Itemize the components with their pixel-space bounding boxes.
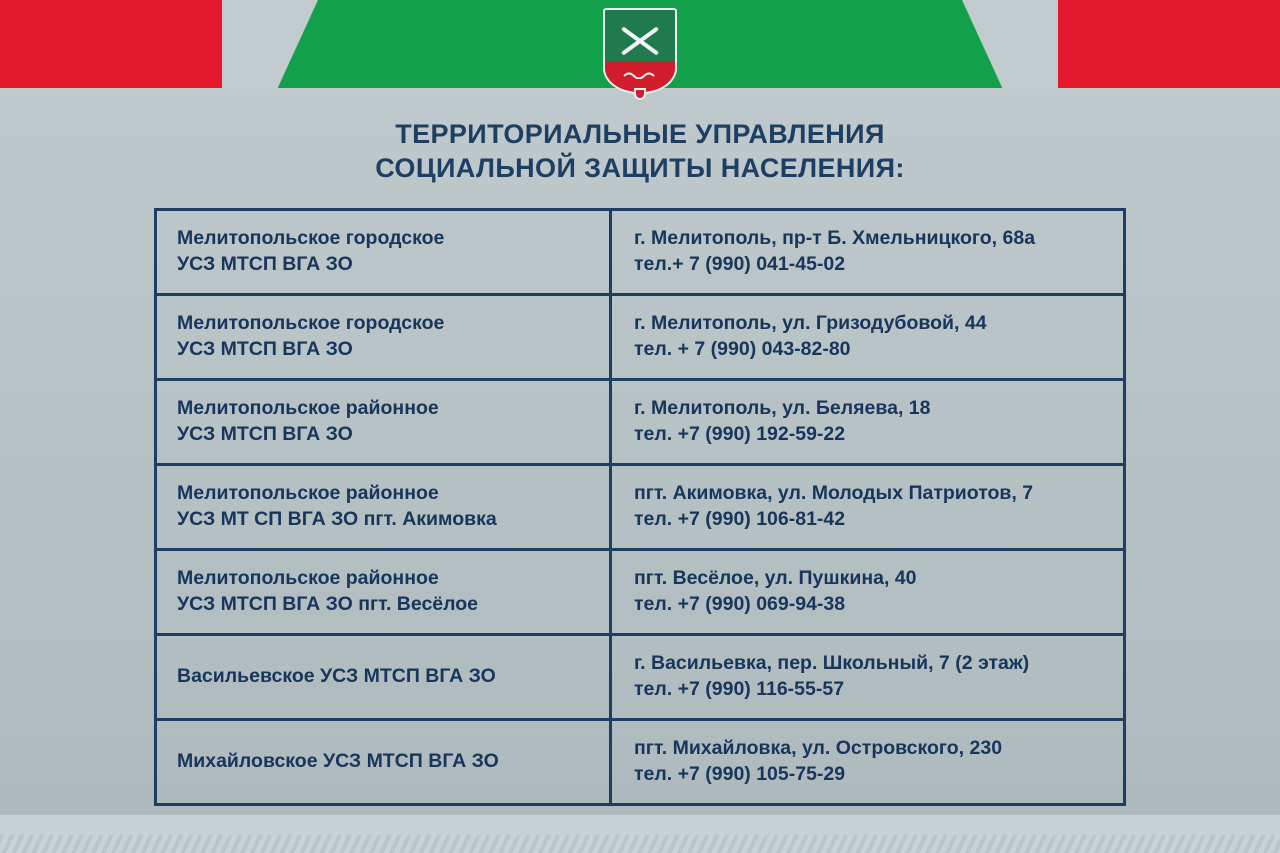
office-name-cell (157, 721, 612, 803)
table-row (157, 381, 1123, 466)
table-row (157, 721, 1123, 803)
office-phone-line: тел.+ 7 (990) 041-45-02 (634, 252, 846, 275)
office-address-cell (612, 636, 1123, 718)
office-phone-line: тел. + 7 (990) 043-82-80 (634, 337, 851, 360)
offices-table (154, 208, 1126, 806)
coat-shield (603, 8, 677, 94)
office-name-line-2: УСЗ МТ СП ВГА ЗО пгт. Акимовка (177, 507, 497, 530)
office-name-cell (157, 551, 612, 633)
office-name-line-2: УСЗ МТСП ВГА ЗО (177, 252, 353, 275)
crossed-swords-icon (618, 22, 662, 56)
office-phone-line: тел. +7 (990) 069-94-38 (634, 592, 846, 615)
office-name-line-2: УСЗ МТСП ВГА ЗО (177, 337, 353, 360)
office-address-cell (612, 211, 1123, 293)
office-name-line-1: Михайловское УСЗ МТСП ВГА ЗО (177, 749, 499, 772)
page-title-line-2: СОЦИАЛЬНОЙ ЗАЩИТЫ НАСЕЛЕНИЯ: (375, 152, 905, 183)
table-row (157, 636, 1123, 721)
office-address-cell (612, 551, 1123, 633)
office-address-cell (612, 721, 1123, 803)
office-address-line: г. Мелитополь, ул. Беляева, 18 (634, 396, 931, 419)
page-title (140, 118, 1140, 186)
office-address-line: г. Васильевка, пер. Школьный, 7 (2 этаж) (634, 651, 1030, 674)
office-name-line-1: Мелитопольское районное (177, 396, 439, 419)
office-name-cell (157, 466, 612, 548)
table-row (157, 296, 1123, 381)
office-phone-line: тел. +7 (990) 192-59-22 (634, 422, 846, 445)
coat-of-arms-icon (603, 8, 677, 94)
table-row (157, 211, 1123, 296)
office-address-cell (612, 381, 1123, 463)
office-address-cell (612, 466, 1123, 548)
office-name-line-1: Мелитопольское городское (177, 311, 445, 334)
table-row (157, 551, 1123, 636)
office-name-cell (157, 296, 612, 378)
office-address-cell (612, 296, 1123, 378)
office-address-line: г. Мелитополь, ул. Гризодубовой, 44 (634, 311, 987, 334)
office-name-cell (157, 381, 612, 463)
office-name-cell (157, 636, 612, 718)
table-row (157, 466, 1123, 551)
wave-icon (623, 71, 657, 79)
office-address-line: пгт. Михайловка, ул. Островского, 230 (634, 736, 1003, 759)
office-name-line-2: УСЗ МТСП ВГА ЗО пгт. Весёлое (177, 592, 479, 615)
office-address-line: пгт. Весёлое, ул. Пушкина, 40 (634, 566, 917, 589)
office-name-line-2: УСЗ МТСП ВГА ЗО (177, 422, 353, 445)
office-address-line: пгт. Акимовка, ул. Молодых Патриотов, 7 (634, 481, 1034, 504)
bottom-hatch-pattern (0, 835, 1280, 853)
office-name-line-1: Мелитопольское районное (177, 566, 439, 589)
office-name-line-1: Васильевское УСЗ МТСП ВГА ЗО (177, 664, 496, 687)
office-phone-line: тел. +7 (990) 116-55-57 (634, 677, 845, 700)
bottom-decorative-strip (0, 815, 1280, 853)
office-name-cell (157, 211, 612, 293)
coat-shield-tip (634, 88, 646, 100)
office-name-line-1: Мелитопольское городское (177, 226, 445, 249)
office-phone-line: тел. +7 (990) 106-81-42 (634, 507, 846, 530)
office-phone-line: тел. +7 (990) 105-75-29 (634, 762, 846, 785)
page-title-line-1: ТЕРРИТОРИАЛЬНЫЕ УПРАВЛЕНИЯ (395, 119, 885, 149)
office-address-line: г. Мелитополь, пр-т Б. Хмельницкого, 68а (634, 226, 1036, 249)
office-name-line-1: Мелитопольское районное (177, 481, 439, 504)
